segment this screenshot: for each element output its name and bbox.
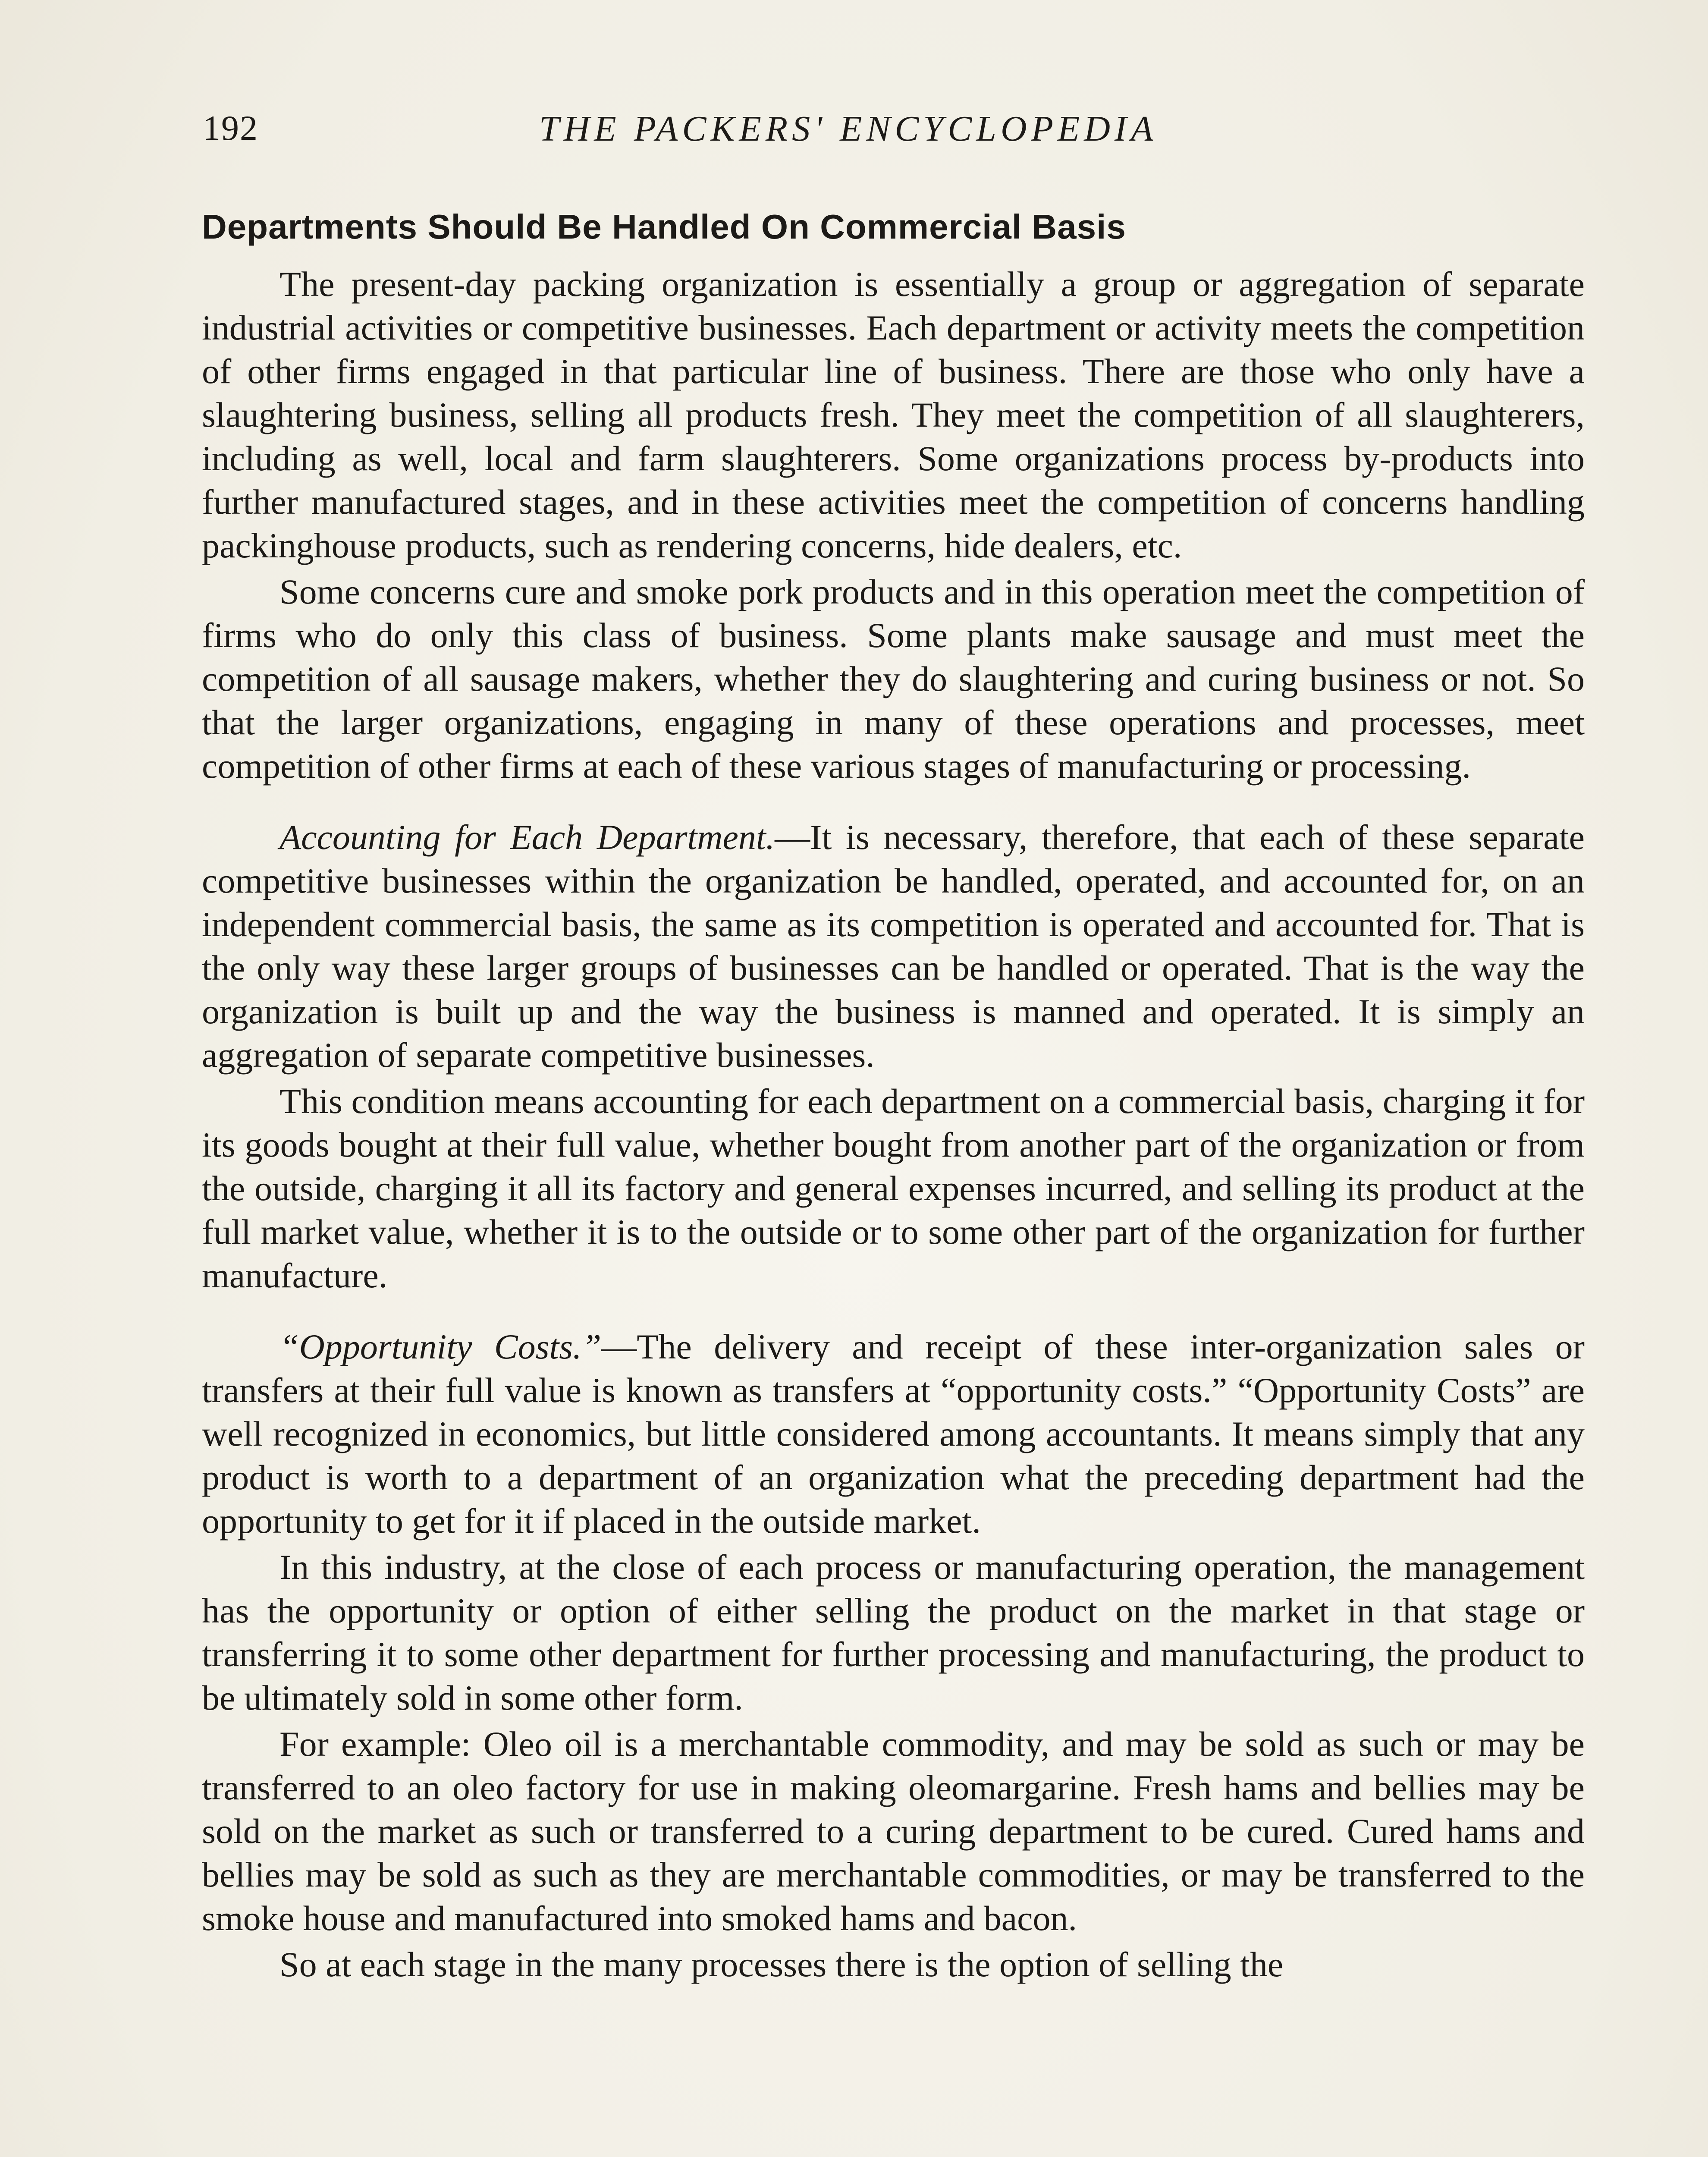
paragraph: The present-day packing organization is essentially a group or aggregation of separate industrial activities or competitive businesses. Each department or activity meets the competition of other firms engaged in that particular line of business. There are those who only have a slaughtering business, selling all products fresh. They meet the competition of all slaughterers, including as well, local and farm slaughterers. Some organizations process by-products into further manufactured stages, and in these activities meet the competition of concerns handling packinghouse products, such as rendering concerns, hide dealers, etc. <box>202 264 1585 565</box>
running-head <box>203 108 1583 160</box>
paragraph-text: —The delivery and receipt of these inter-organization sales or transfers at their full value is known as transfers at “opportunity costs.” “Opportunity Costs” are well recognized in economics, but little considered among accountants. It means simply that any product is worth to a department of an organization what the preceding department had the opportunity to get for it if placed in the outside market. <box>202 1327 1585 1541</box>
paragraph: So at each stage in the many processes there is the option of selling the <box>279 1945 1284 1984</box>
run-in-subheading: Accounting for Each Department. <box>279 818 775 857</box>
paragraph: For example: Oleo oil is a merchantable commodity, and may be sold as such or may be transferred to an oleo factory for use in making oleomargarine. Fresh hams and bellies may be sold on the market as such or transferred to a curing department to be cured. Cured hams and bellies may be sold as such as they are merchantable commodities, or may be transferred to the smoke house and manufactured into smoked hams and bacon. <box>202 1724 1585 1938</box>
run-in-subheading: “Opportunity Costs.” <box>279 1327 602 1366</box>
paragraph: In this industry, at the close of each process or manufacturing operation, the management has the opportunity or option of either selling the product on the market in that stage or transferring it to some other department for further processing and manufacturing, the product to be ultimately sold in some other form. <box>202 1547 1585 1717</box>
section-heading: Departments Should Be Handled On Commercial Basis <box>202 208 1126 246</box>
running-title: THE PACKERS' ENCYCLOPEDIA <box>539 109 1158 149</box>
paragraph-text: —It is necessary, therefore, that each of these separate competitive businesses within the organization be handled, operated, and accounted for, on an independent commercial basis, the same as its competition is operated and accounted for. That is the only way these larger groups of businesses can be handled or operated. That is the way the organization is built up and the way the business is manned and operated. It is simply an aggregation of separate competitive businesses. <box>202 818 1585 1075</box>
page-number: 192 <box>203 108 258 148</box>
body-text <box>202 207 1585 1986</box>
paragraph: This condition means accounting for each department on a commercial basis, charging it for its goods bought at their full value, whether bought from another part of the organization or from the outside, charging it all its factory and general expenses incurred, and selling its product at the full market value, whether it is to the outside or to some other part of the organization for further manufacture. <box>202 1082 1585 1295</box>
paragraph <box>202 815 1585 1077</box>
paragraph <box>202 1325 1585 1543</box>
paragraph: Some concerns cure and smoke pork products and in this operation meet the competition of firms who do only this class of business. Some plants make sausage and must meet the competition of all sausage makers, whether they do slaughtering and curing business or not. So that the larger organizations, engaging in many of these operations and processes, meet competition of other firms at each of these various stages of manufacturing or processing. <box>202 572 1585 786</box>
